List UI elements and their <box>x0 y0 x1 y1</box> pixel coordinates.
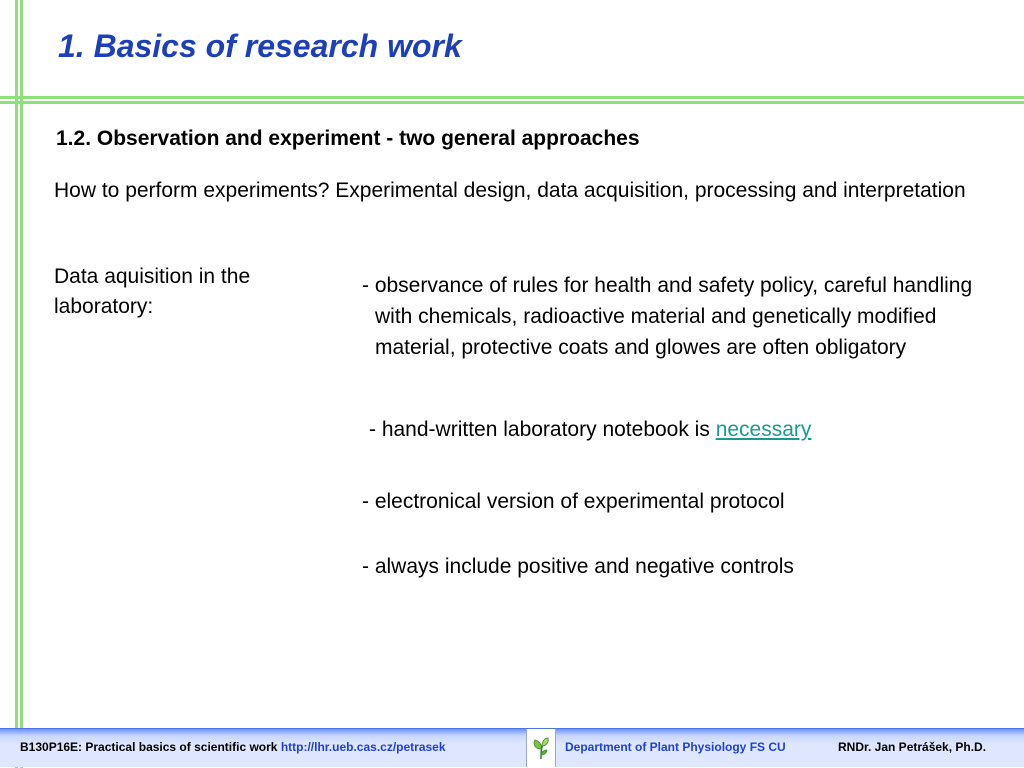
bullet-text: - hand-written laboratory notebook is <box>369 418 716 441</box>
footer-author: RNDr. Jan Petrášek, Ph.D. <box>838 740 987 754</box>
bullet-text: - electronical version of experimental protocol <box>362 490 785 513</box>
intro-text: How to perform experiments? Experimental design, data acquisition, processing and interpretation <box>54 179 966 202</box>
footer-bar <box>0 728 1024 767</box>
frame-vertical-line <box>15 0 18 768</box>
bullet-electronic-protocol <box>362 486 785 517</box>
bullet-controls <box>362 551 794 582</box>
plant-leaf-icon <box>526 729 556 767</box>
course-url-link[interactable]: http://lhr.ueb.cas.cz/petrasek <box>280 740 446 754</box>
section-heading: 1.2. Observation and experiment - two general approaches <box>56 127 640 150</box>
footer-department: Department of Plant Physiology FS CU <box>565 740 786 754</box>
side-label: Data aquisition in the laboratory: <box>54 265 251 318</box>
frame-horizontal-line <box>0 96 1024 99</box>
footer-course <box>20 740 446 754</box>
frame-vertical-line <box>20 0 23 768</box>
frame-horizontal-line <box>0 101 1024 104</box>
bullet-text: - always include positive and negative controls <box>362 555 794 578</box>
slide-title: 1. Basics of research work <box>58 28 462 64</box>
bullet-text: - observance of rules for health and safety policy, careful handling with chemicals, radioactive material and genetically modified material, protective coats and glowes are often obligatory <box>362 274 973 359</box>
necessary-link[interactable]: necessary <box>715 418 812 441</box>
bullet-safety-policy <box>362 270 1015 363</box>
course-name: B130P16E: Practical basics of scientific work <box>20 740 278 754</box>
bullet-notebook <box>369 414 811 445</box>
